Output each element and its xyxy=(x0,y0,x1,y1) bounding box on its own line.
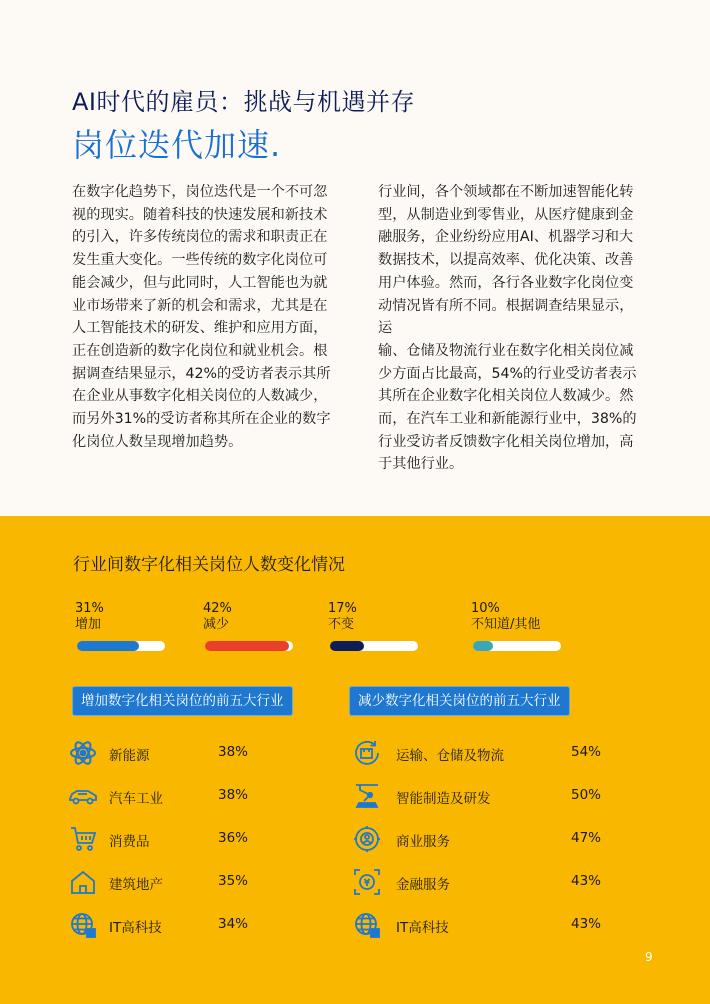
stat-decrease xyxy=(203,601,323,633)
body-line: 融服务，企业纷纷应用AI、机器学习和大 xyxy=(378,229,634,246)
industry-value: 50% xyxy=(571,787,602,803)
body-line: 少方面占比最高，54%的行业受访者表示 xyxy=(378,365,637,382)
globe-icon xyxy=(352,910,382,940)
industry-value: 43% xyxy=(571,916,602,932)
finance-icon xyxy=(352,867,382,897)
industry-value: 35% xyxy=(218,873,249,889)
body-line: 发生重大变化。一些传统的数字化岗位可 xyxy=(72,252,328,269)
body-line: 型，从制造业到零售业，从医疗健康到金 xyxy=(378,206,634,223)
progress-track xyxy=(205,641,293,651)
stat-label: 不知道/其他 xyxy=(471,617,541,632)
body-line: 视的现实。随着科技的快速发展和新技术 xyxy=(72,206,328,223)
industry-name: 金融服务 xyxy=(396,877,450,893)
body-line: 在数字化趋势下，岗位迭代是一个不可忽 xyxy=(72,184,328,200)
increase-header: 增加数字化相关岗位的前五大行业 xyxy=(72,686,293,716)
progress-track xyxy=(473,641,561,651)
business-service-icon xyxy=(352,824,382,854)
industry-value: 34% xyxy=(218,916,249,932)
industry-name: 建筑地产 xyxy=(109,877,163,893)
body-line: 化岗位人数呈现增加趋势。 xyxy=(72,433,243,450)
atom-icon xyxy=(68,738,98,768)
industry-value: 43% xyxy=(571,873,602,889)
progress-track xyxy=(330,641,418,651)
page-title: 岗位迭代加速. xyxy=(72,126,282,164)
page-subtitle: AI时代的雇员：挑战与机遇并存 xyxy=(72,88,415,116)
industry-value: 38% xyxy=(218,744,249,760)
industry-name: 汽车工业 xyxy=(109,791,163,807)
body-line: 用户体验。然而，各行各业数字化岗位变 xyxy=(378,274,634,291)
body-line: 输、仓储及物流行业在数字化相关岗位减 xyxy=(378,342,634,359)
industry-name: 运输、仓储及物流 xyxy=(396,748,504,764)
progress-track xyxy=(77,641,165,651)
stat-increase xyxy=(75,601,195,633)
progress-fill xyxy=(330,641,364,651)
stat-unchanged xyxy=(328,601,448,633)
stats-section xyxy=(0,516,710,1004)
stat-value: 31% xyxy=(75,601,104,616)
industry-value: 54% xyxy=(571,744,602,760)
globe-icon xyxy=(68,910,98,940)
stat-value: 42% xyxy=(203,601,232,616)
page-number: 9 xyxy=(645,950,653,964)
car-icon xyxy=(68,781,98,811)
progress-fill xyxy=(77,641,139,651)
industry-name: 消费品 xyxy=(109,834,150,850)
industry-name: IT高科技 xyxy=(396,920,449,936)
body-column-left xyxy=(72,181,340,453)
house-icon xyxy=(68,867,98,897)
body-line: 在企业从事数字化相关岗位的人数减少， xyxy=(72,388,328,405)
cart-icon xyxy=(68,824,98,854)
decrease-header: 减少数字化相关岗位的前五大行业 xyxy=(349,686,570,716)
body-line: 于其他行业。 xyxy=(378,456,464,473)
body-line: 而，在汽车工业和新能源行业中，38%的 xyxy=(378,411,637,428)
logistics-icon xyxy=(352,738,382,768)
industry-name: 商业服务 xyxy=(396,834,450,850)
body-line: 业市场带来了新的机会和需求，尤其是在 xyxy=(72,297,328,314)
stat-value: 17% xyxy=(328,601,357,616)
body-line: 其所在企业数字化相关岗位人数减少。然 xyxy=(378,388,634,405)
robot-arm-icon xyxy=(352,781,382,811)
industry-name: 智能制造及研发 xyxy=(396,791,491,807)
industry-value: 36% xyxy=(218,830,249,846)
body-line: 的引入，许多传统岗位的需求和职责正在 xyxy=(72,229,328,246)
body-line: 行业间，各个领域都在不断加速智能化转 xyxy=(378,184,634,200)
body-line: 据调查结果显示，42%的受访者表示其所 xyxy=(72,365,331,382)
stat-label: 增加 xyxy=(75,617,102,632)
industry-value: 47% xyxy=(571,830,602,846)
industry-name: IT高科技 xyxy=(109,920,162,936)
chart-title: 行业间数字化相关岗位人数变化情况 xyxy=(73,555,345,575)
body-line: 人工智能技术的研发、维护和应用方面， xyxy=(72,320,328,337)
stat-label: 减少 xyxy=(203,617,230,632)
stat-value: 10% xyxy=(471,601,500,616)
industry-value: 38% xyxy=(218,787,249,803)
body-line: 能会减少，但与此同时，人工智能也为就 xyxy=(72,274,328,291)
body-line: 行业受访者反馈数字化相关岗位增加，高 xyxy=(378,433,634,450)
industry-name: 新能源 xyxy=(109,748,150,764)
body-column-right xyxy=(378,181,646,476)
body-line: 动情况皆有所不同。根据调查结果显示，运 xyxy=(378,297,634,337)
progress-fill xyxy=(205,641,289,651)
body-line: 正在创造新的数字化岗位和就业机会。根 xyxy=(72,342,328,359)
body-line: 数据技术，以提高效率、优化决策、改善 xyxy=(378,252,634,269)
body-line: 而另外31%的受访者称其所在企业的数字 xyxy=(72,411,331,428)
stat-unknown xyxy=(471,601,591,633)
stat-label: 不变 xyxy=(328,617,355,632)
progress-fill xyxy=(473,641,493,651)
